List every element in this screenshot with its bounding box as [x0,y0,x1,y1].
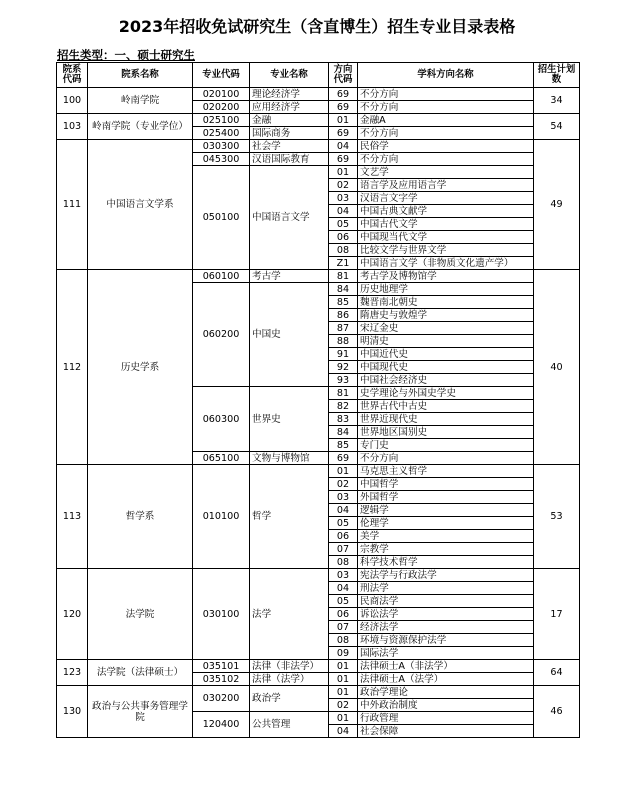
table-body [57,88,580,738]
school-code-cell: 130 [57,686,88,738]
major-name-cell: 法律（法学） [250,673,329,686]
direction-code-cell: 07 [329,543,358,556]
major-code-cell: 045300 [193,153,250,166]
direction-name-cell: 中国哲学 [358,478,534,491]
major-name-cell: 应用经济学 [250,101,329,114]
direction-code-cell: 88 [329,335,358,348]
direction-name-cell: 中国古代文学 [358,218,534,231]
direction-name-cell: 考古学及博物馆学 [358,270,534,283]
direction-name-cell: 环境与资源保护法学 [358,634,534,647]
direction-name-cell: 世界近现代史 [358,413,534,426]
school-code-cell: 111 [57,140,88,270]
direction-code-cell: 81 [329,270,358,283]
direction-code-cell: 87 [329,322,358,335]
direction-code-cell: 05 [329,218,358,231]
direction-code-cell: 06 [329,608,358,621]
direction-name-cell: 科学技术哲学 [358,556,534,569]
direction-code-cell: 01 [329,673,358,686]
major-code-cell: 060200 [193,283,250,387]
major-name-cell: 文物与博物馆 [250,452,329,465]
direction-name-cell: 史学理论与外国史学史 [358,387,534,400]
major-code-cell: 120400 [193,712,250,738]
direction-code-cell: 04 [329,205,358,218]
enrollment-plan-cell: 53 [534,465,580,569]
direction-code-cell: 04 [329,140,358,153]
direction-name-cell: 逻辑学 [358,504,534,517]
major-name-cell: 法律（非法学） [250,660,329,673]
direction-code-cell: 02 [329,179,358,192]
major-code-cell: 030300 [193,140,250,153]
table-row [57,88,580,101]
major-name-cell: 政治学 [250,686,329,712]
header-school-name: 院系名称 [88,63,193,88]
direction-name-cell: 伦理学 [358,517,534,530]
direction-name-cell: 历史地理学 [358,283,534,296]
direction-name-cell: 民商法学 [358,595,534,608]
direction-code-cell: 85 [329,296,358,309]
school-code-cell: 100 [57,88,88,114]
direction-code-cell: 69 [329,101,358,114]
direction-name-cell: 专门史 [358,439,534,452]
major-name-cell: 汉语国际教育 [250,153,329,166]
major-name-cell: 哲学 [250,465,329,569]
direction-code-cell: 69 [329,153,358,166]
direction-code-cell: 05 [329,595,358,608]
direction-name-cell: 世界地区国别史 [358,426,534,439]
direction-name-cell: 魏晋南北朝史 [358,296,534,309]
direction-code-cell: 84 [329,283,358,296]
catalog-table [56,62,580,738]
table-row [57,465,580,478]
direction-name-cell: 经济法学 [358,621,534,634]
direction-name-cell: 国际法学 [358,647,534,660]
school-name-cell: 历史学系 [88,270,193,465]
major-name-cell: 社会学 [250,140,329,153]
direction-name-cell: 隋唐史与敦煌学 [358,309,534,322]
header-major-code: 专业代码 [193,63,250,88]
major-code-cell: 060100 [193,270,250,283]
direction-name-cell: 法律硕士A（非法学） [358,660,534,673]
major-name-cell: 中国史 [250,283,329,387]
direction-name-cell: 不分方向 [358,452,534,465]
major-name-cell: 理论经济学 [250,88,329,101]
direction-name-cell: 马克思主义哲学 [358,465,534,478]
direction-code-cell: 81 [329,387,358,400]
direction-code-cell: 86 [329,309,358,322]
enrollment-plan-cell: 17 [534,569,580,660]
major-code-cell: 020100 [193,88,250,101]
direction-name-cell: 美学 [358,530,534,543]
direction-name-cell: 语言学及应用语言学 [358,179,534,192]
school-code-cell: 112 [57,270,88,465]
table-header-row [57,63,580,88]
direction-name-cell: 宗教学 [358,543,534,556]
direction-code-cell: 01 [329,465,358,478]
direction-name-cell: 外国哲学 [358,491,534,504]
direction-code-cell: 83 [329,413,358,426]
direction-code-cell: 02 [329,699,358,712]
school-name-cell: 法学院（法律硕士） [88,660,193,686]
school-name-cell: 法学院 [88,569,193,660]
enrollment-plan-cell: 64 [534,660,580,686]
direction-code-cell: 01 [329,712,358,725]
direction-code-cell: 92 [329,361,358,374]
school-code-cell: 113 [57,465,88,569]
table-row [57,660,580,673]
direction-code-cell: 02 [329,478,358,491]
major-code-cell: 050100 [193,166,250,270]
enrollment-plan-cell: 54 [534,114,580,140]
header-direction-name: 学科方向名称 [358,63,534,88]
direction-name-cell: 社会保障 [358,725,534,738]
direction-code-cell: 69 [329,452,358,465]
header-major-name: 专业名称 [250,63,329,88]
major-name-cell: 国际商务 [250,127,329,140]
direction-name-cell: 诉讼法学 [358,608,534,621]
direction-name-cell: 刑法学 [358,582,534,595]
direction-name-cell: 不分方向 [358,127,534,140]
direction-name-cell: 世界古代中古史 [358,400,534,413]
direction-code-cell: 06 [329,231,358,244]
major-code-cell: 030100 [193,569,250,660]
enrollment-plan-cell: 46 [534,686,580,738]
direction-code-cell: 09 [329,647,358,660]
major-code-cell: 010100 [193,465,250,569]
header-direction-code: 方向代码 [329,63,358,88]
major-code-cell: 020200 [193,101,250,114]
direction-name-cell: 中国古典文献学 [358,205,534,218]
direction-name-cell: 不分方向 [358,153,534,166]
direction-code-cell: 03 [329,569,358,582]
direction-name-cell: 行政管理 [358,712,534,725]
major-name-cell: 金融 [250,114,329,127]
direction-code-cell: 08 [329,556,358,569]
major-name-cell: 中国语言文学 [250,166,329,270]
direction-code-cell: 82 [329,400,358,413]
table-row [57,686,580,699]
direction-code-cell: 06 [329,530,358,543]
school-name-cell: 岭南学院 [88,88,193,114]
major-name-cell: 公共管理 [250,712,329,738]
direction-code-cell: 03 [329,192,358,205]
direction-name-cell: 文艺学 [358,166,534,179]
direction-code-cell: 04 [329,725,358,738]
direction-name-cell: 比较文学与世界文学 [358,244,534,257]
enrollment-plan-cell: 40 [534,270,580,465]
school-name-cell: 中国语言文学系 [88,140,193,270]
direction-name-cell: 政治学理论 [358,686,534,699]
direction-code-cell: 69 [329,127,358,140]
school-code-cell: 103 [57,114,88,140]
direction-name-cell: 明清史 [358,335,534,348]
enrollment-plan-cell: 49 [534,140,580,270]
major-name-cell: 世界史 [250,387,329,452]
direction-name-cell: 汉语言文字学 [358,192,534,205]
direction-code-cell: Z1 [329,257,358,270]
direction-name-cell: 中国现代史 [358,361,534,374]
major-name-cell: 考古学 [250,270,329,283]
direction-name-cell: 中国现当代文学 [358,231,534,244]
direction-name-cell: 法律硕士A（法学） [358,673,534,686]
enrollment-type-heading: 招生类型：一、硕士研究生 [57,48,195,62]
direction-code-cell: 85 [329,439,358,452]
major-code-cell: 065100 [193,452,250,465]
direction-name-cell: 中外政治制度 [358,699,534,712]
page-title: 2023年招收免试研究生（含直博生）招生专业目录表格 [118,17,516,36]
table-row [57,114,580,127]
table-row [57,569,580,582]
direction-code-cell: 08 [329,634,358,647]
direction-code-cell: 69 [329,88,358,101]
direction-name-cell: 民俗学 [358,140,534,153]
direction-name-cell: 金融A [358,114,534,127]
direction-code-cell: 01 [329,686,358,699]
direction-code-cell: 01 [329,166,358,179]
major-code-cell: 025100 [193,114,250,127]
direction-code-cell: 05 [329,517,358,530]
direction-code-cell: 93 [329,374,358,387]
major-code-cell: 035102 [193,673,250,686]
school-name-cell: 政治与公共事务管理学院 [88,686,193,738]
table-row [57,270,580,283]
direction-name-cell: 中国社会经济史 [358,374,534,387]
major-name-cell: 法学 [250,569,329,660]
direction-name-cell: 中国语言文学（非物质文化遗产学） [358,257,534,270]
direction-name-cell: 宪法学与行政法学 [358,569,534,582]
direction-code-cell: 08 [329,244,358,257]
direction-code-cell: 04 [329,582,358,595]
direction-code-cell: 84 [329,426,358,439]
direction-code-cell: 01 [329,660,358,673]
enrollment-plan-cell: 34 [534,88,580,114]
school-name-cell: 哲学系 [88,465,193,569]
school-code-cell: 120 [57,569,88,660]
table-row [57,140,580,153]
direction-code-cell: 01 [329,114,358,127]
direction-name-cell: 不分方向 [358,101,534,114]
major-code-cell: 025400 [193,127,250,140]
direction-name-cell: 中国近代史 [358,348,534,361]
direction-code-cell: 04 [329,504,358,517]
direction-code-cell: 03 [329,491,358,504]
major-code-cell: 035101 [193,660,250,673]
direction-code-cell: 07 [329,621,358,634]
major-code-cell: 030200 [193,686,250,712]
direction-name-cell: 宋辽金史 [358,322,534,335]
direction-code-cell: 91 [329,348,358,361]
direction-name-cell: 不分方向 [358,88,534,101]
school-code-cell: 123 [57,660,88,686]
header-enrollment-plan: 招生计划数 [534,63,580,88]
header-school-code: 院系代码 [57,63,88,88]
school-name-cell: 岭南学院（专业学位） [88,114,193,140]
major-code-cell: 060300 [193,387,250,452]
